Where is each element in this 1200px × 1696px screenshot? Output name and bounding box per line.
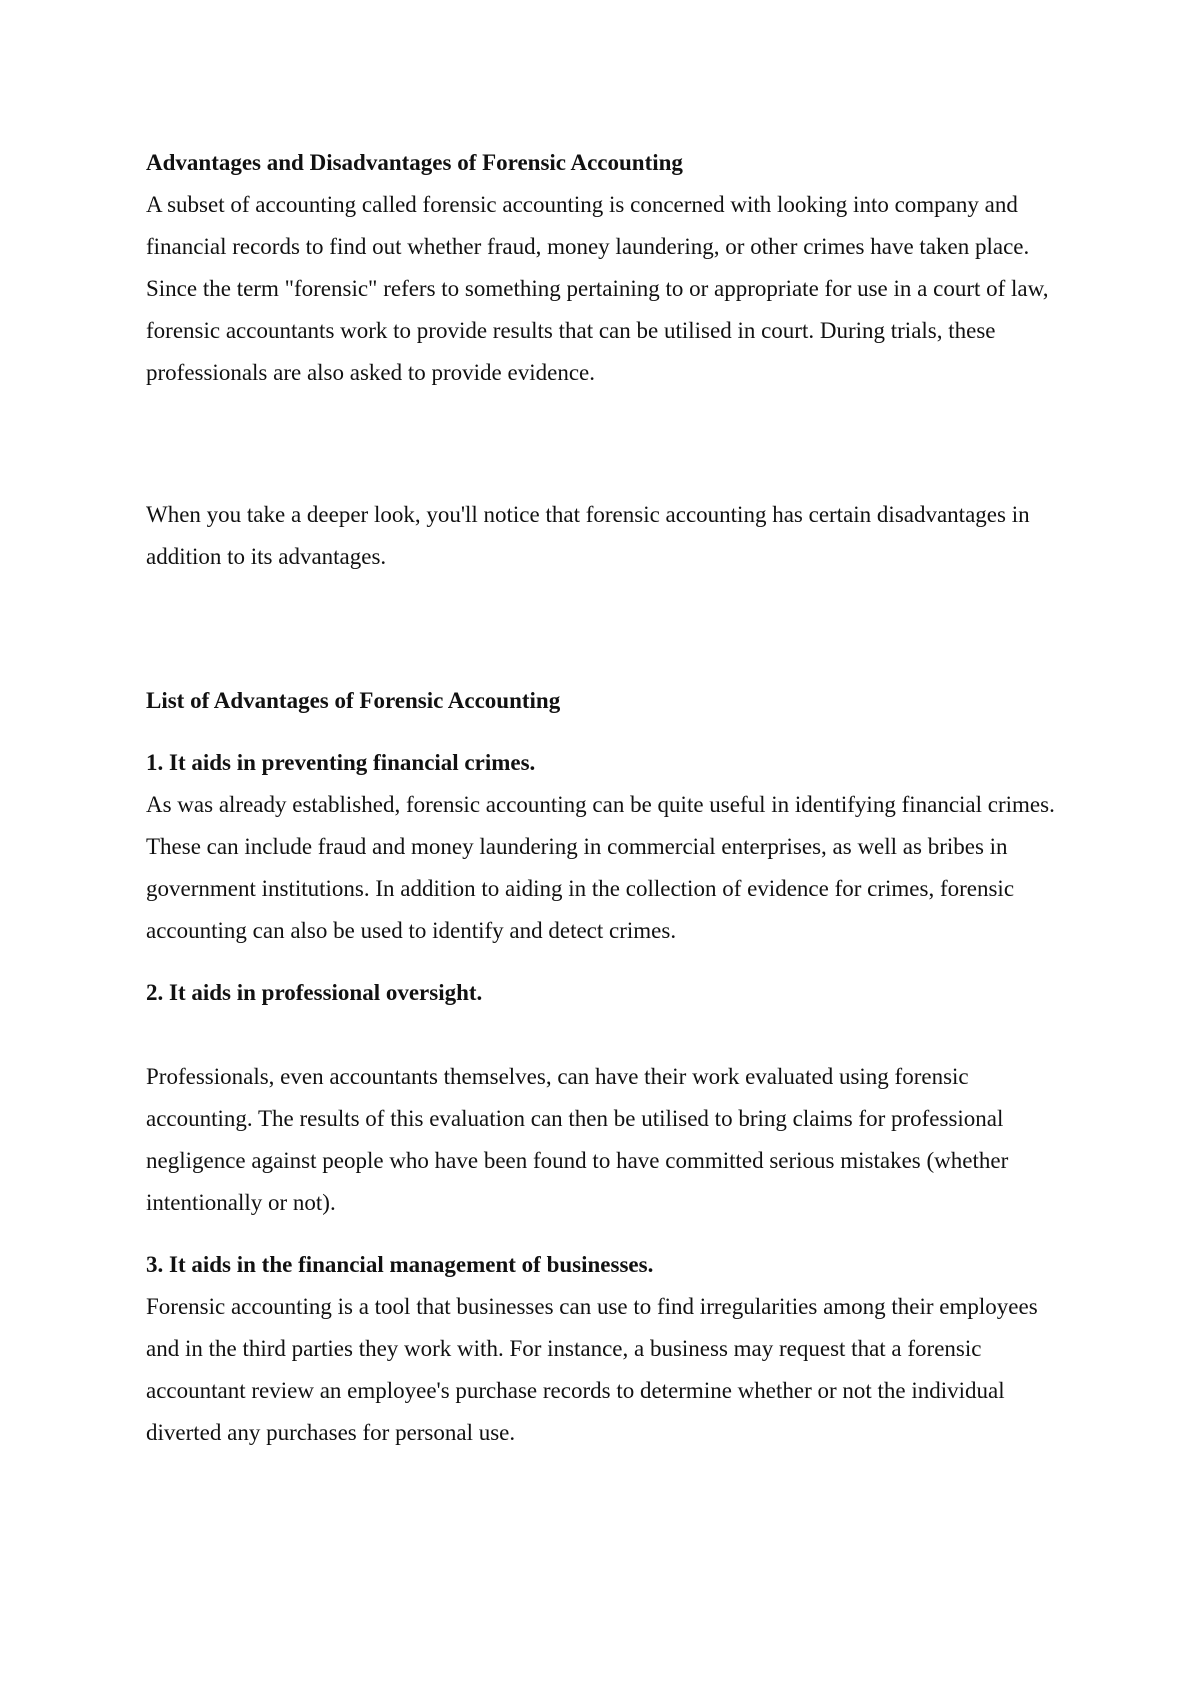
advantage-1-heading: 1. It aids in preventing financial crimes. xyxy=(146,750,536,775)
spacer xyxy=(146,1014,1076,1056)
spacer xyxy=(146,1224,1076,1244)
advantage-2-heading: 2. It aids in professional oversight. xyxy=(146,980,483,1005)
document-title: Advantages and Disadvantages of Forensic Accounting xyxy=(146,150,683,175)
document-body xyxy=(146,142,1076,1454)
deeper-look-paragraph: When you take a deeper look, you'll notice that forensic accounting has certain disadvantages in addition to its advantages. xyxy=(146,502,1030,569)
spacer xyxy=(146,722,1076,742)
advantage-3-heading: 3. It aids in the financial management of businesses. xyxy=(146,1252,654,1277)
advantage-3-body: Forensic accounting is a tool that businesses can use to find irregularities among their employees and in the third parties they work with. For instance, a business may request that a forensic accountant review an employee's purchase records to determine whether or not the individual diverted any purchases for personal use. xyxy=(146,1294,1038,1445)
advantage-1-body: As was already established, forensic accounting can be quite useful in identifying financial crimes. These can include fraud and money laundering in commercial enterprises, as well as bribes in government institutions. In addition to aiding in the collection of evidence for crimes, forensic accounting can also be used to identify and detect crimes. xyxy=(146,792,1055,943)
spacer xyxy=(146,952,1076,972)
advantage-2-body: Professionals, even accountants themselves, can have their work evaluated using forensic accounting. The results of this evaluation can then be utilised to bring claims for professional negligence against people who have been found to have committed serious mistakes (whether intentionally or not). xyxy=(146,1064,1009,1215)
intro-paragraph: A subset of accounting called forensic accounting is concerned with looking into company and financial records to find out whether fraud, money laundering, or other crimes have taken place. Since the term "forensic" refers to something pertaining to or appropriate for use in a court of law, forensic accountants work to provide results that can be utilised in court. During trials, these professionals are also asked to provide evidence. xyxy=(146,192,1049,385)
spacer xyxy=(146,578,1076,680)
spacer xyxy=(146,394,1076,494)
advantages-heading: List of Advantages of Forensic Accounting xyxy=(146,688,561,713)
